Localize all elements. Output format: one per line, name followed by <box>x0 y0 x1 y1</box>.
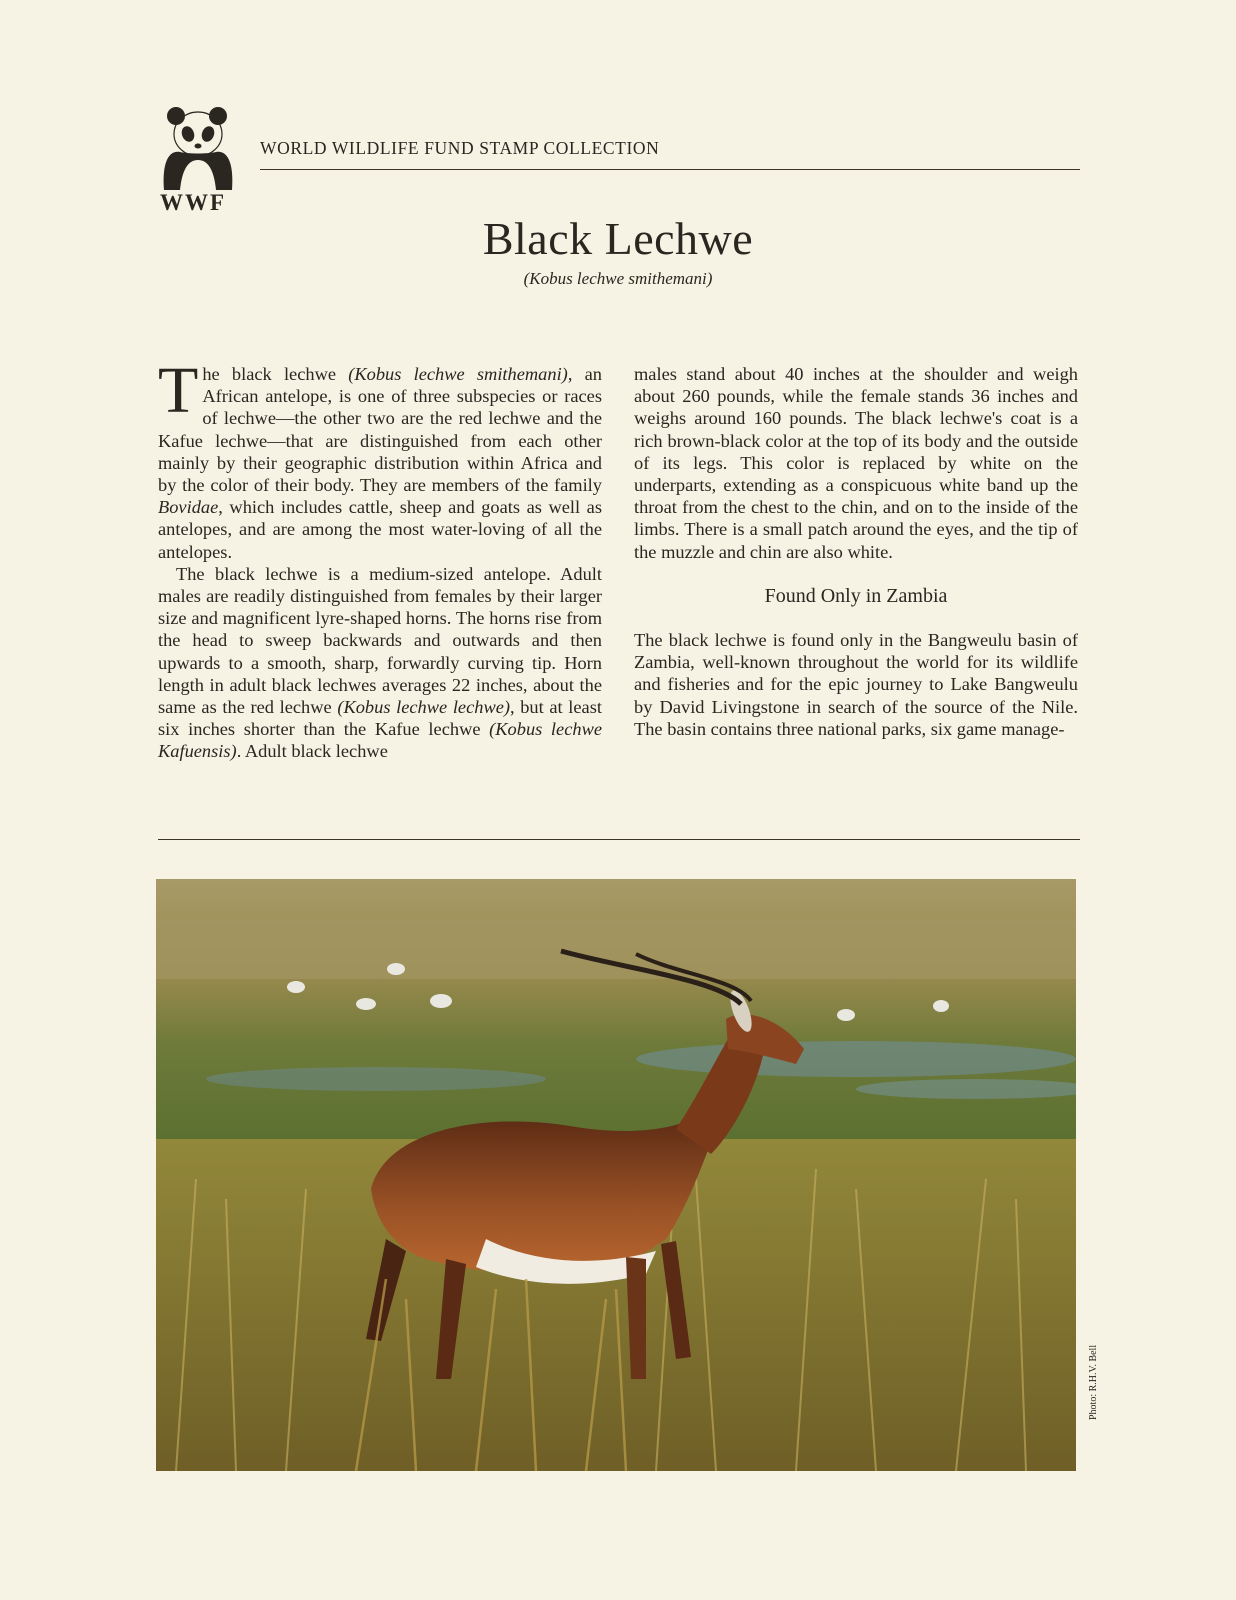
paragraph-3: males stand about 40 inches at the shoulder and weigh about 260 pounds, while the female stands 36 inches and weighs around 160 pounds. The black lechwe's coat is a rich brown-black color at the top of its body and the outside of its legs. This color is replaced by white on the underparts, extending as a conspicuous white band up the throat from the chest to the chin, and on to the inside of the limbs. There is a small patch around the eyes, and the tip of the muzzle and chin are also white. <box>634 364 1078 562</box>
scientific-name: (Kobus lechwe smithemani) <box>523 269 713 288</box>
photo-credit: Photo: R.H.V. Bell <box>1088 1344 1099 1420</box>
italic-run: (Kobus lechwe smithemani) <box>348 364 568 384</box>
header-divider <box>260 169 1080 170</box>
wwf-logo-text: WWF <box>160 190 227 215</box>
series-title: WORLD WILDLIFE FUND STAMP COLLECTION <box>260 138 660 158</box>
text-run: , but at least six inches shorter than the Kafue lechwe <box>158 697 602 740</box>
left-column <box>158 354 602 763</box>
section-heading: Found Only in Zambia <box>764 584 948 607</box>
paragraph-4: The black lechwe is found only in the Bangweulu basin of Zambia, well-known throughout the world for its wildlife and fisheries and for the epic journey to Lake Bangweulu by David Livingstone in search of the source of the Nile. The basin contains three national parks, six game manage- <box>634 630 1078 739</box>
italic-run: (Kobus lechwe Kafuensis) <box>158 719 602 762</box>
panda-icon <box>158 104 238 190</box>
paragraph-1 <box>158 354 602 563</box>
text-run: , which includes cattle, sheep and goats as well as antelopes, and are among the most water-loving of all the antelopes. <box>158 497 602 562</box>
text-run: The black lechwe is a medium-sized antelope. Adult males are readily distinguished from females by their larger size and magnificent lyre-shaped horns. The horns rise from the head to sweep backwards and outwards and then upwards to a smooth, sharp, forwardly curving tip. Horn length in adult black lechwes averages 22 inches, about the same as the red lechwe <box>158 563 602 718</box>
drop-cap: T <box>158 354 199 427</box>
text-run: he black lechwe <box>202 364 349 384</box>
italic-run: (Kobus lechwe lechwe) <box>337 697 510 718</box>
lechwe-photo <box>156 879 1076 1471</box>
content-divider <box>158 839 1080 840</box>
page-title: Black Lechwe <box>482 213 754 264</box>
text-run: , an African antelope, is one of three subspecies or races of lechwe—the other two are the red lechwe and the Kafue lechwe—that are distinguished from each other mainly by their geographic distribution within Africa and by the color of their body. They are members of the family <box>158 364 602 496</box>
text-run: . Adult black lechwe <box>236 741 388 762</box>
italic-run: Bovidae <box>158 497 219 518</box>
paragraph-2 <box>158 563 602 763</box>
photo-illustration <box>156 879 1076 1471</box>
right-column <box>634 363 1078 740</box>
